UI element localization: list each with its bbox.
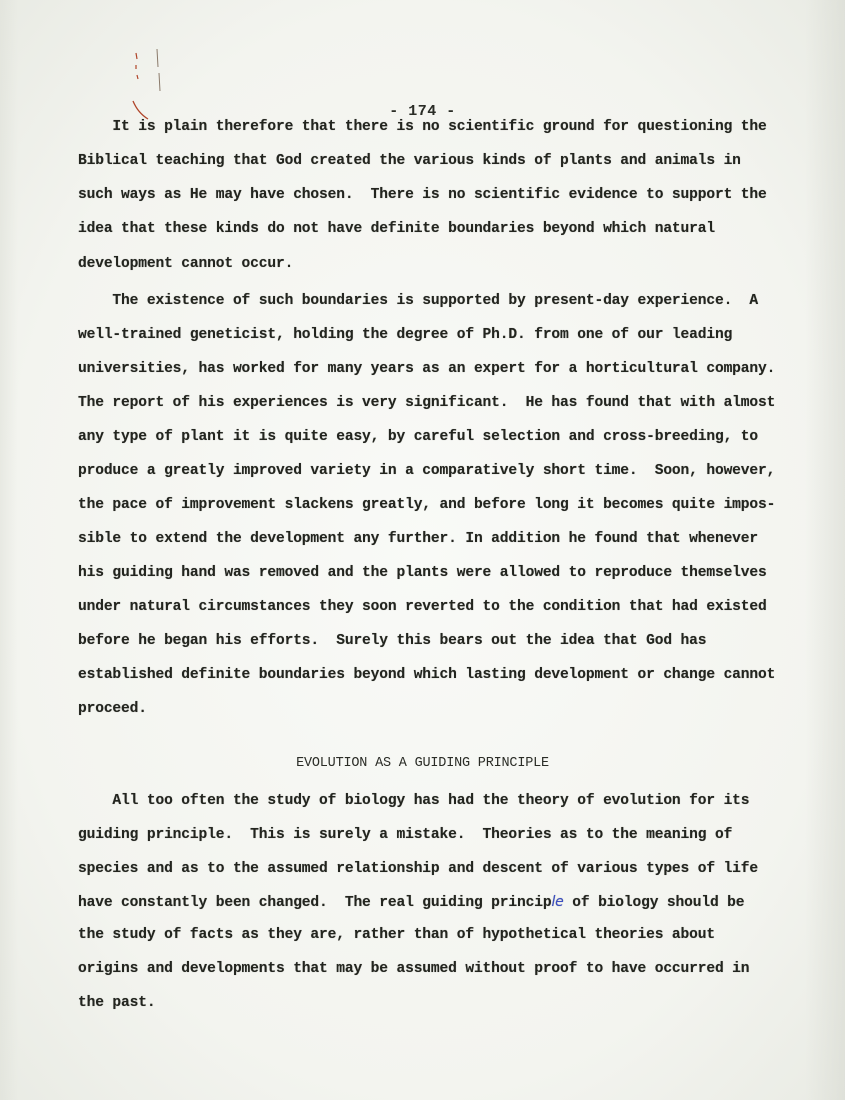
paragraph-2-line: produce a greatly improved variety in a comparatively short time. Soon, however,	[78, 463, 776, 479]
handwritten-correction: le	[551, 894, 564, 910]
paragraph-2-line: The report of his experiences is very significant. He has found that with almost	[78, 395, 776, 411]
paragraph-2-line: well-trained geneticist, holding the degree of Ph.D. from one of our leading	[78, 327, 733, 343]
paragraph-3-line: the study of facts as they are, rather than of hypothetical theories about	[78, 927, 715, 943]
paragraph-2-line: his guiding hand was removed and the plants were allowed to reproduce themselves	[78, 565, 767, 581]
scan-edge-right	[805, 0, 845, 1100]
paragraph-2-line: the pace of improvement slackens greatly, and before long it becomes quite impos-	[78, 497, 776, 513]
scan-edge-left	[0, 0, 18, 1100]
typed-text: of biology should be	[563, 895, 745, 911]
paragraph-3-line-with-correction	[78, 893, 744, 912]
paragraph-2-line: universities, has worked for many years as an expert for a horticultural company.	[78, 361, 776, 377]
paragraph-2-line: sible to extend the development any further. In addition he found that whenever	[78, 531, 759, 547]
page-number: - 174 -	[389, 103, 456, 120]
paragraph-1-line: development cannot occur.	[78, 256, 294, 272]
paragraph-2-line: under natural circumstances they soon reverted to the condition that had existed	[78, 599, 767, 615]
paragraph-1-line: idea that these kinds do not have definite boundaries beyond which natural	[78, 221, 715, 237]
paragraph-2-line: any type of plant it is quite easy, by careful selection and cross-breeding, to	[78, 429, 759, 445]
paragraph-2-line: established definite boundaries beyond which lasting development or change cannot	[78, 667, 776, 683]
paragraph-2-line: before he began his efforts. Surely this bears out the idea that God has	[78, 633, 707, 649]
typed-text: have constantly been changed. The real guiding princip	[78, 895, 552, 911]
paragraph-1-line: such ways as He may have chosen. There is no scientific evidence to support the	[78, 187, 767, 203]
section-heading: EVOLUTION AS A GUIDING PRINCIPLE	[296, 756, 549, 771]
paragraph-3-line: species and as to the assumed relationship and descent of various types of life	[78, 861, 759, 877]
paragraph-1-line: Biblical teaching that God created the various kinds of plants and animals in	[78, 153, 741, 169]
paragraph-3-line: guiding principle. This is surely a mistake. Theories as to the meaning of	[78, 827, 733, 843]
paragraph-2-line: proceed.	[78, 701, 147, 717]
paragraph-2-line: The existence of such boundaries is supported by present-day experience. A	[78, 293, 759, 309]
paragraph-3-line: origins and developments that may be assumed without proof to have occurred in	[78, 961, 750, 977]
paragraph-1-line: It is plain therefore that there is no scientific ground for questioning the	[78, 119, 767, 135]
paragraph-3-line: the past.	[78, 995, 156, 1011]
paragraph-3-line: All too often the study of biology has had the theory of evolution for its	[78, 793, 750, 809]
